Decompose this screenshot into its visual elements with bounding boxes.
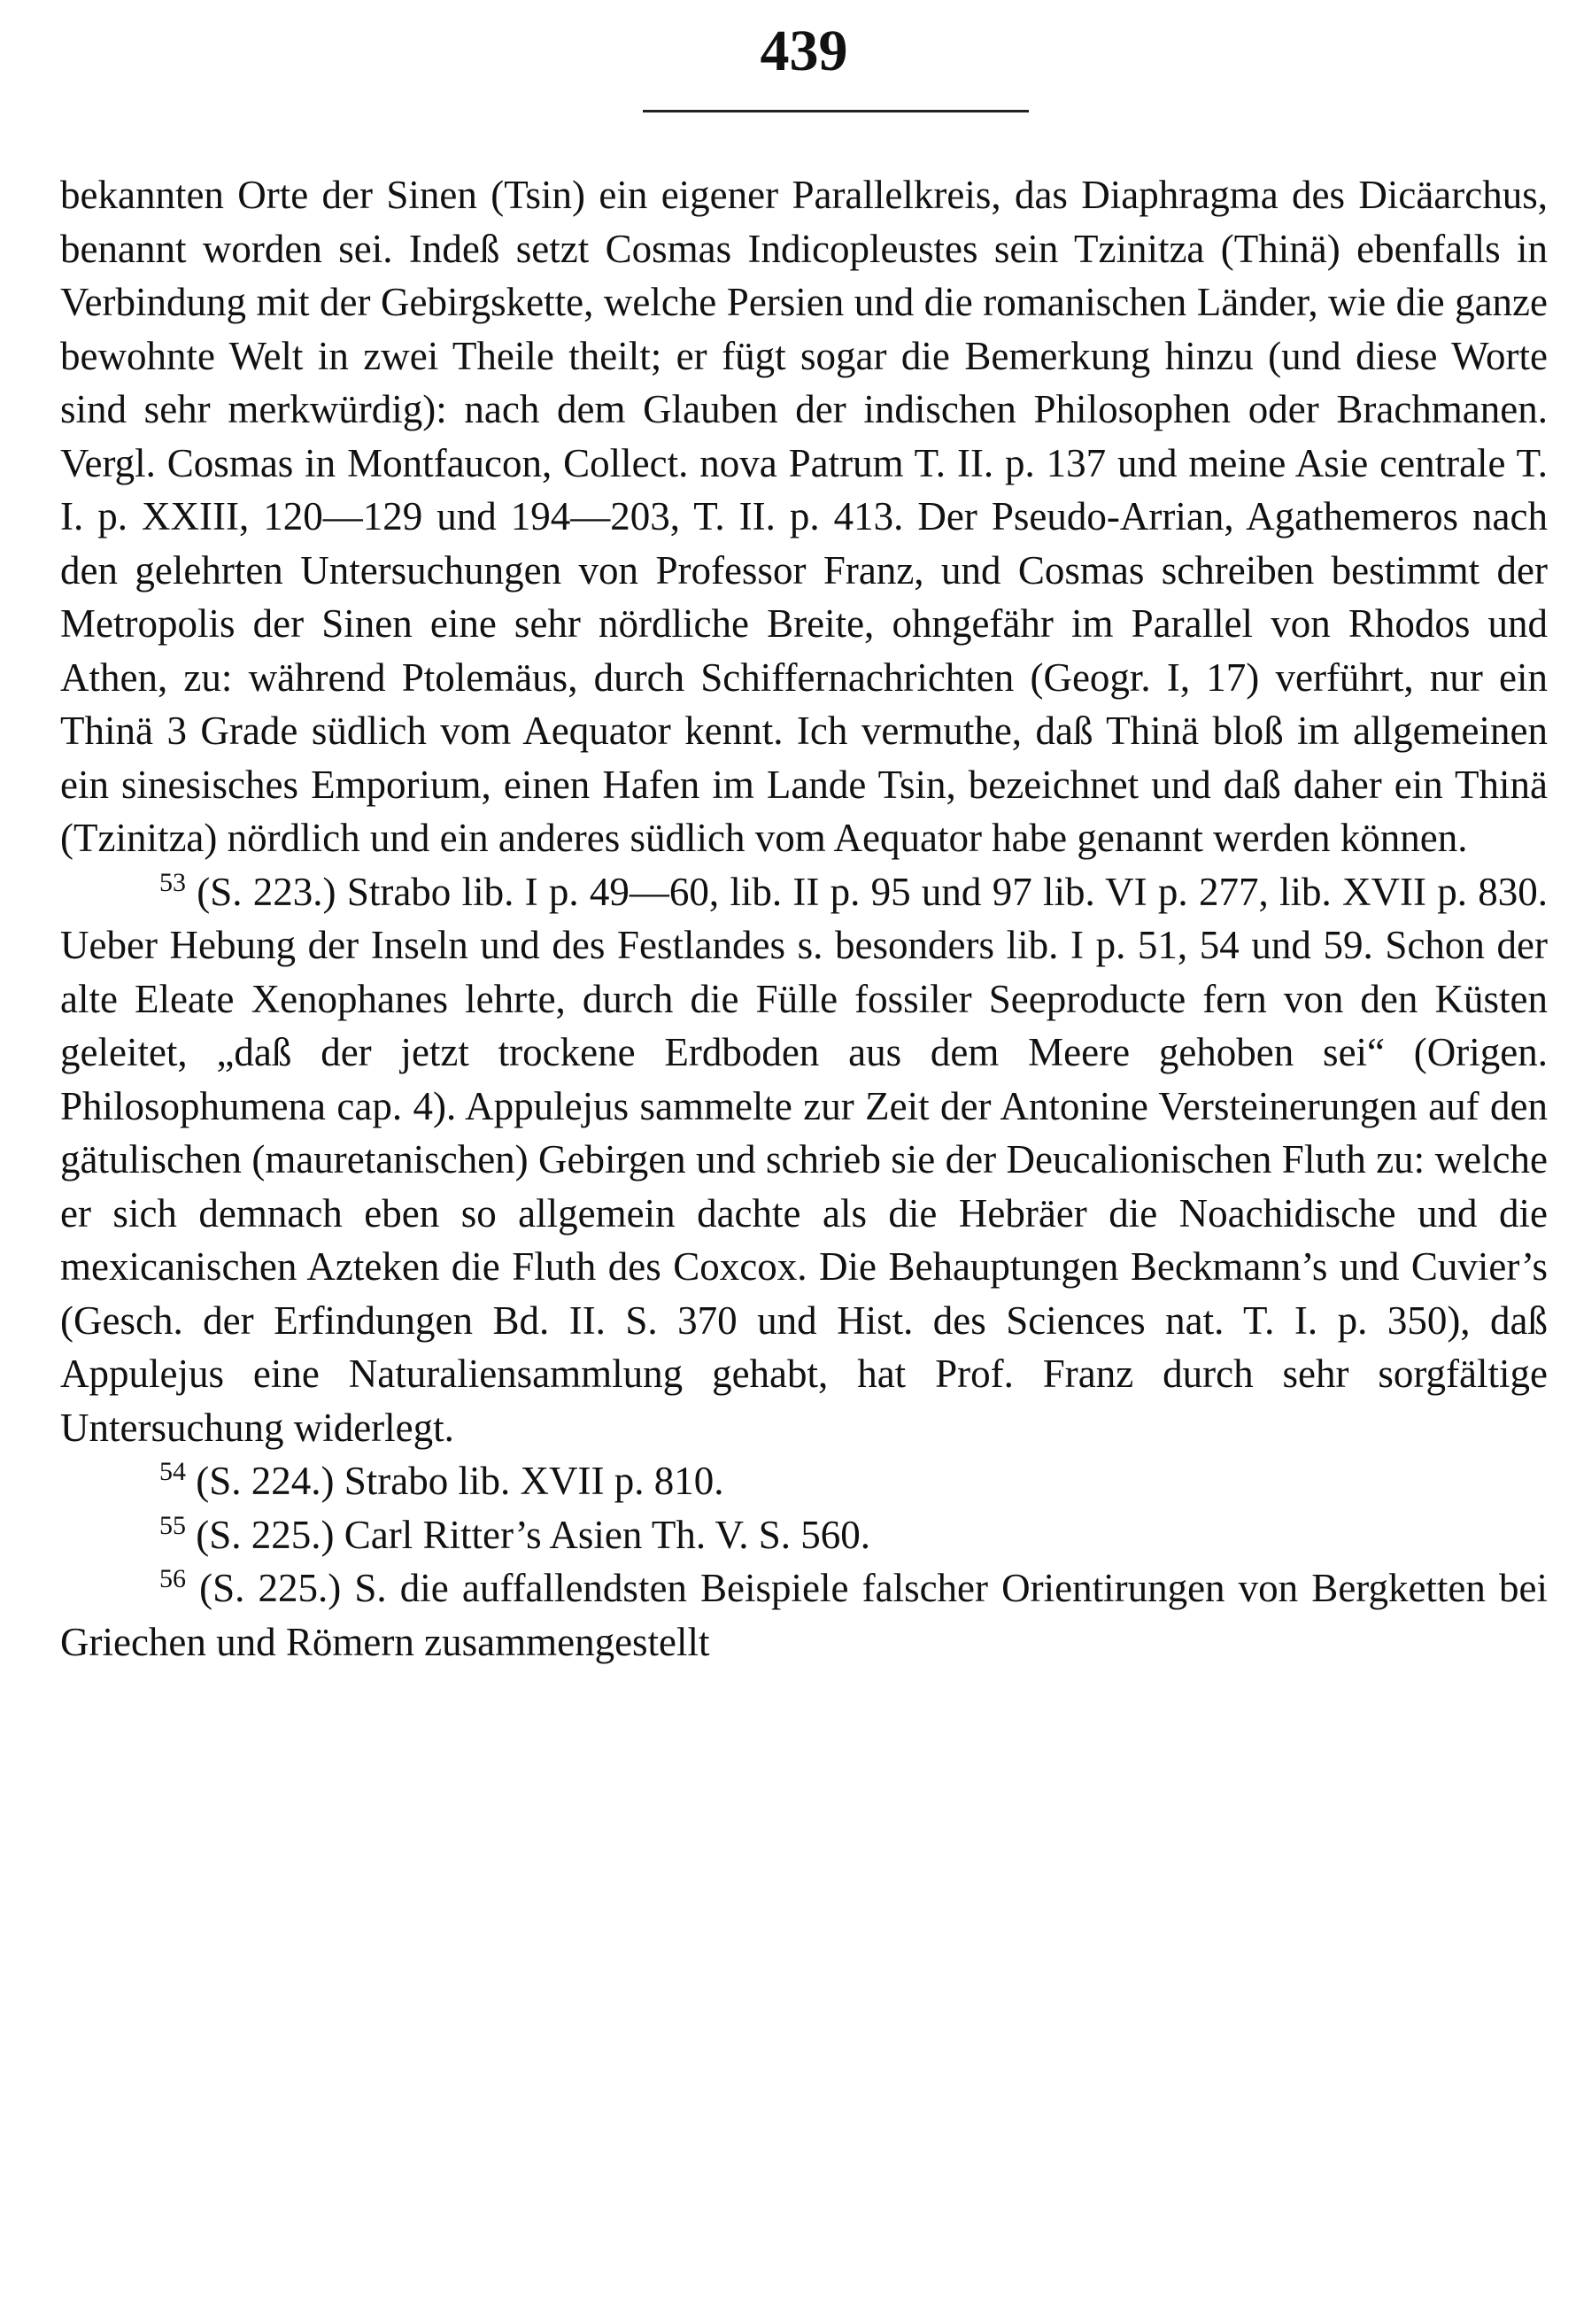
footnote-text: (S. 225.) S. die auffallendsten Beispiele falscher Orientirungen von Bergketten bei Griechen und Römern zusammengestellt — [60, 1566, 1549, 1664]
footnote-55 — [60, 1508, 1548, 1562]
footnote-56 — [60, 1561, 1548, 1669]
footnote-number: 55 — [159, 1510, 186, 1540]
footnote-54 — [60, 1454, 1548, 1508]
footnote-text: (S. 224.) Strabo lib. XVII p. 810. — [196, 1459, 724, 1503]
page-body — [60, 168, 1548, 1669]
footnote-number: 53 — [159, 867, 186, 897]
footnote-text: (S. 225.) Carl Ritter’s Asien Th. V. S. 560. — [196, 1512, 870, 1557]
footnote-number: 54 — [159, 1457, 186, 1486]
book-page — [60, 0, 1548, 2324]
header-rule — [643, 110, 1029, 112]
page-number: 439 — [760, 19, 848, 83]
continued-footnote: bekannten Orte der Sinen (Tsin) ein eigener Parallelkreis, das Diaphragma des Dicäarchus, benannt worden sei. Indeß setzt Cosmas Indicopleustes sein Tzinitza (Thinä) ebenfalls in Verbindung mit der Gebirgskette, welche Persien und die romanischen Länder, wie die ganze bewohnte Welt in zwei Theile theilt; er fügt sogar die Bemerkung hinzu (und diese Worte sind sehr merkwürdig): nach dem Glauben der indischen Philosophen oder Brachmanen. Vergl. Cosmas in Montfaucon, Collect. nova Patrum T. II. p. 137 und meine Asie centrale T. I. p. XXIII, 120—129 und 194—203, T. II. p. 413. Der Pseudo-Arrian, Agathemeros nach den gelehrten Untersuchungen von Professor Franz, und Cosmas schreiben bestimmt der Metropolis der Sinen eine sehr nördliche Breite, ohngefähr im Parallel von Rhodos und Athen, zu: während Ptolemäus, durch Schiffernachrichten (Geogr. I, 17) verführt, nur ein Thinä 3 Grade südlich vom Aequator kennt. Ich vermuthe, daß Thinä bloß im allgemeinen ein sinesisches Emporium, einen Hafen im Lande Tsin, bezeichnet und daß daher ein Thinä (Tzinitza) nördlich und ein anderes südlich vom Aequator habe genannt werden können. — [60, 173, 1548, 860]
footnote-53 — [60, 865, 1548, 1455]
footnote-number: 56 — [159, 1564, 186, 1593]
footnote-text: (S. 223.) Strabo lib. I p. 49—60, lib. II p. 95 und 97 lib. VI p. 277, lib. XVII p. 830. Ueber Hebung der Inseln und des Festlandes s. besonders lib. I p. 51, 54 und 59. Schon der alte Eleate Xenophanes lehrte, durch die Fülle fossiler Seeproducte fern von den Küsten geleitet, „daß der jetzt trockene Erdboden aus dem Meere gehoben sei“ (Origen. Philosophumena cap. 4). Appulejus sammelte zur Zeit der Antonine Versteinerungen auf den gätulischen (mauretanischen) Gebirgen und schrieb sie der Deucalionischen Fluth zu: welche er sich demnach eben so allgemein dachte als die Hebräer die Noachidische und die mexicanischen Azteken die Fluth des Coxcox. Die Behauptungen Beckmann’s und Cuvier’s (Gesch. der Erfindungen Bd. II. S. 370 und Hist. des Sciences nat. T. I. p. 350), daß Appulejus eine Naturaliensammlung gehabt, hat Prof. Franz durch sehr sorgfältige Untersuchung widerlegt. — [60, 869, 1548, 1450]
